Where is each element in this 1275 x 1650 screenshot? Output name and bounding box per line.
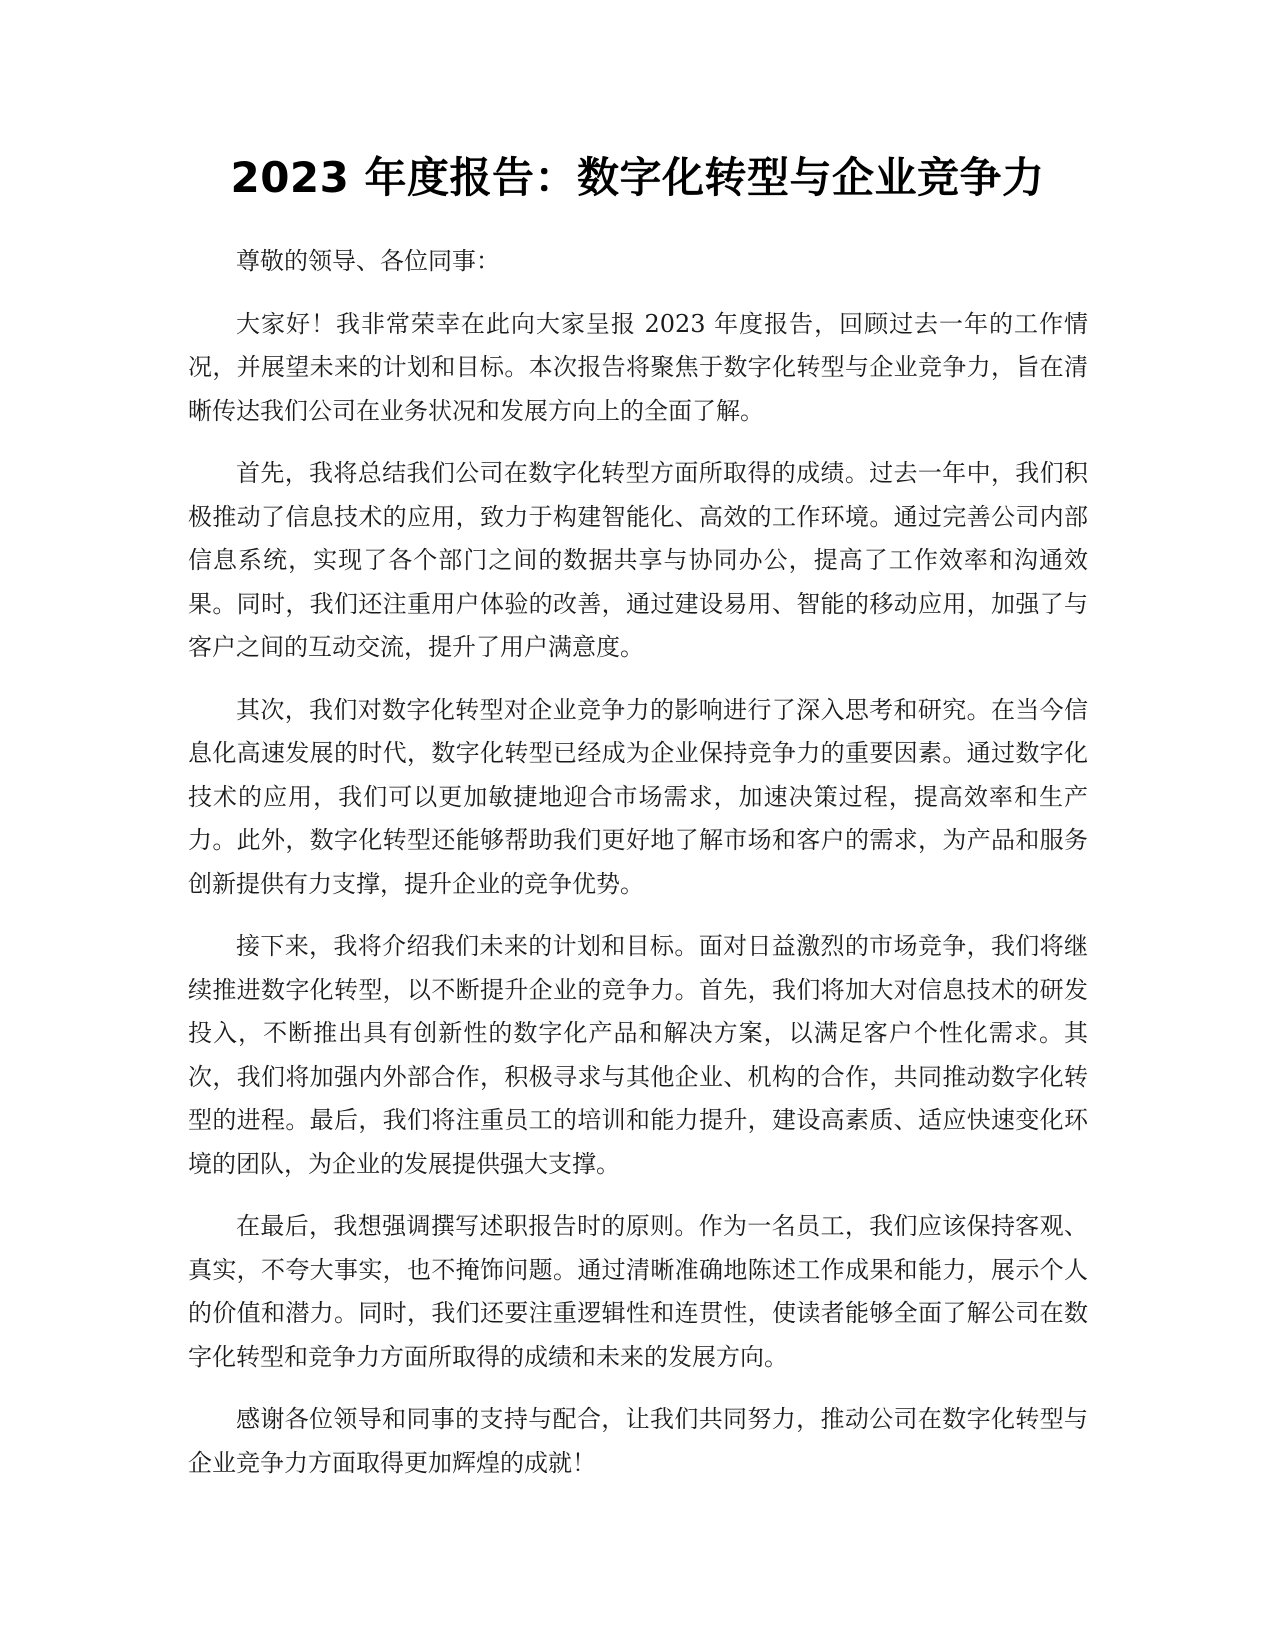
paragraph-future-plans: 接下来，我将介绍我们未来的计划和目标。面对日益激烈的市场竞争，我们将继续推进数字化转型，以不断提升企业的竞争力。首先，我们将加大对信息技术的研发投入，不断推出具有创新性的数字化产品和解决方案，以满足客户个性化需求。其次，我们将加强内外部合作，积极寻求与其他企业、机构的合作，共同推动数字化转型的进程。最后，我们将注重员工的培训和能力提升，建设高素质、适应快速变化环境的团队，为企业的发展提供强大支撑。	[188, 932, 1088, 1178]
salutation: 尊敬的领导、各位同事：	[236, 247, 500, 275]
paragraph-intro: 大家好！我非常荣幸在此向大家呈报 2023 年度报告，回顾过去一年的工作情况，并展望未来的计划和目标。本次报告将聚焦于数字化转型与企业竞争力，旨在清晰传达我们公司在业务状况和发展方向上的全面了解。	[188, 309, 1088, 425]
page-title: 2023 年度报告：数字化转型与企业竞争力	[230, 153, 1045, 202]
paragraph-competitiveness: 其次，我们对数字化转型对企业竞争力的影响进行了深入思考和研究。在当今信息化高速发展的时代，数字化转型已经成为企业保持竞争力的重要因素。通过数字化技术的应用，我们可以更加敏捷地迎合市场需求，加速决策过程，提高效率和生产力。此外，数字化转型还能够帮助我们更好地了解市场和客户的需求，为产品和服务创新提供有力支撑，提升企业的竞争优势。	[188, 695, 1088, 898]
paragraph-achievements: 首先，我将总结我们公司在数字化转型方面所取得的成绩。过去一年中，我们积极推动了信息技术的应用，致力于构建智能化、高效的工作环境。通过完善公司内部信息系统，实现了各个部门之间的数据共享与协同办公，提高了工作效率和沟通效果。同时，我们还注重用户体验的改善，通过建设易用、智能的移动应用，加强了与客户之间的互动交流，提升了用户满意度。	[188, 459, 1088, 661]
paragraph-closing: 感谢各位领导和同事的支持与配合，让我们共同努力，推动公司在数字化转型与企业竞争力方面取得更加辉煌的成就！	[188, 1405, 1088, 1477]
paragraph-principles: 在最后，我想强调撰写述职报告时的原则。作为一名员工，我们应该保持客观、真实，不夸大事实，也不掩饰问题。通过清晰准确地陈述工作成果和能力，展示个人的价值和潜力。同时，我们还要注重逻辑性和连贯性，使读者能够全面了解公司在数字化转型和竞争力方面所取得的成绩和未来的发展方向。	[188, 1212, 1088, 1371]
document-body	[188, 240, 1088, 1504]
